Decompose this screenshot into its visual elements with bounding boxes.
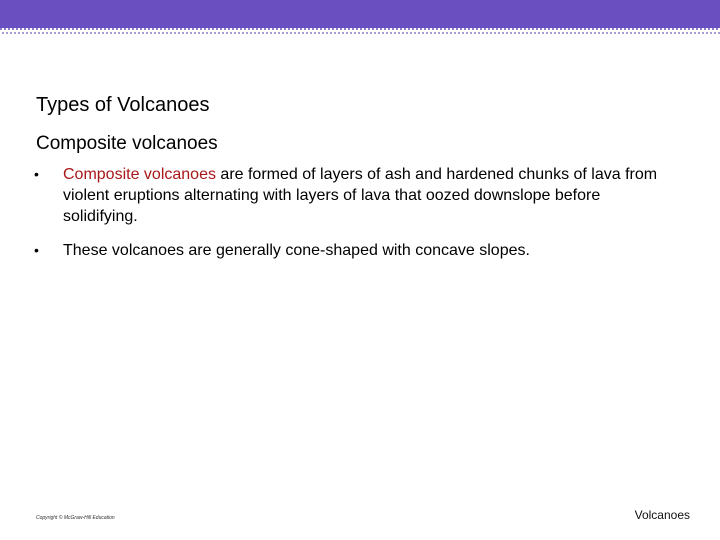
bullet-marker: • [34, 166, 39, 182]
slide-title: Types of Volcanoes [36, 94, 210, 116]
slide-subtitle: Composite volcanoes [36, 133, 218, 154]
footer-section-label: Volcanoes [634, 508, 690, 522]
header-bar [0, 0, 720, 28]
bullet-text: These volcanoes are generally cone-shaped with concave slopes. [63, 242, 530, 259]
bullet-list [36, 164, 676, 274]
bullet-text: are formed of layers of ash and hardened chunks of lava from violent eruptions alternating with layers of lava that oozed downslope before solidifying. [63, 166, 658, 225]
header-dot-strip [0, 28, 720, 38]
highlighted-term: Composite volcanoes [63, 166, 216, 183]
bullet-marker: • [34, 242, 39, 258]
copyright-notice: Copyright © McGraw-Hill Education [36, 515, 115, 521]
bullet-item [36, 164, 676, 227]
bullet-item [36, 240, 676, 261]
